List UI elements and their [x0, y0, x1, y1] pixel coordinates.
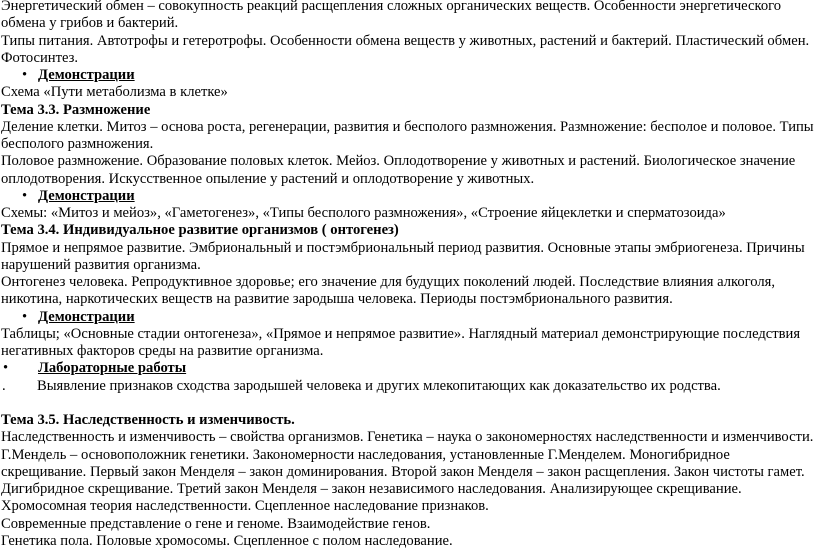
heading-topic-3-3: Тема 3.3. Размножение	[1, 101, 151, 118]
bullet-marker: •	[22, 67, 28, 83]
paragraph-sexual-reproduction: Половое размножение. Образование половых клеток. Мейоз. Оплодотворение у животных и растений. Биологическое значение оплодотворения. Искусственное опыление у растений и оплодотворение у животных.	[1, 153, 796, 187]
bullet-marker: •	[22, 187, 28, 204]
schema-metabolism: Схема «Пути метаболизма в клетке»	[1, 84, 228, 101]
paragraph-energy-metabolism: Энергетический обмен – совокупность реакций расщепления сложных органических веществ. Особенности энергетического обмена у грибов и бактерий.	[1, 0, 782, 32]
bullet-demonstrations-3	[0, 309, 814, 326]
paragraph-cell-division: Деление клетки. Митоз – основа роста, регенерации, развития и бесполого размножения. Размножение: бесполое и половое. Типы бесполого размножения.	[1, 118, 814, 152]
heading-topic-3-5: Тема 3.5. Наследственность и изменчивость.	[1, 412, 295, 428]
lab-item-marker: .	[2, 377, 6, 394]
bullet-label: Демонстрации	[38, 67, 135, 83]
bullet-lab-works	[0, 360, 814, 377]
lab-item	[0, 378, 814, 395]
bullet-demonstrations-1	[0, 67, 814, 84]
paragraph-development: Прямое и непрямое развитие. Эмбриональный и постэмбриональный период развития. Основные этапы эмбриогенеза. Причины нарушений развития организма.	[1, 239, 805, 273]
paragraph-nutrition-types: Типы питания. Автотрофы и гетеротрофы. Особенности обмена веществ у животных, растений и бактерий. Пластический обмен. Фотосинтез.	[1, 32, 810, 66]
schema-list-reproduction: Схемы: «Митоз и мейоз», «Гаметогенез», «Типы бесполого размножения», «Строение яйцеклетки и сперматозоида»	[1, 205, 726, 221]
paragraph-human-ontogenesis: Онтогенез человека. Репродуктивное здоровье; его значение для будущих поколений людей. Последствие влияния алкоголя, никотина, наркотических веществ на развитие зародыша человека. Периоды постэмбрионального развития.	[1, 274, 776, 308]
bullet-marker: •	[3, 360, 9, 377]
heading-topic-3-4: Тема 3.4. Индивидуальное развитие организмов ( онтогенез)	[1, 222, 399, 239]
paragraph-tables: Таблицы; «Основные стадии онтогенеза», «Прямое и непрямое развитие». Наглядный материал демонстрирующие последствия негативных факторов среды на развитие организма.	[1, 325, 801, 359]
lab-item-text: Выявление признаков сходства зародышей человека и других млекопитающих как доказательство их родства.	[37, 377, 721, 394]
bullet-marker: •	[22, 308, 28, 325]
paragraph-sex-genetics: Генетика пола. Половые хромосомы. Сцепленное с полом наследование.	[1, 532, 453, 549]
paragraph-genes: Современные представление о гене и геноме. Взаимодействие генов.	[1, 515, 431, 532]
spacer	[0, 395, 814, 412]
bullet-label: Лабораторные работы	[38, 360, 187, 377]
bullet-demonstrations-2	[0, 188, 814, 205]
paragraph-heredity: Наследственность и изменчивость – свойства организмов. Генетика – наука о закономерностях наследственности и изменчивости. Г.Мендель – основоположник генетики. Закономерности наследования, установленные Г.Менделем. Моногибридное скрещивание. Первый закон Менделя – закон доминирования. Второй закон Менделя – закон расщепления. Закон чистоты гамет. Дигибридное скрещивание. Третий закон Менделя – закон независимого наследования. Анализирующее скрещивание. Хромосомная теория наследственности. Сцепленное наследование признаков.	[1, 429, 814, 515]
bullet-label: Демонстрации	[38, 187, 135, 204]
bullet-label: Демонстрации	[38, 308, 135, 325]
